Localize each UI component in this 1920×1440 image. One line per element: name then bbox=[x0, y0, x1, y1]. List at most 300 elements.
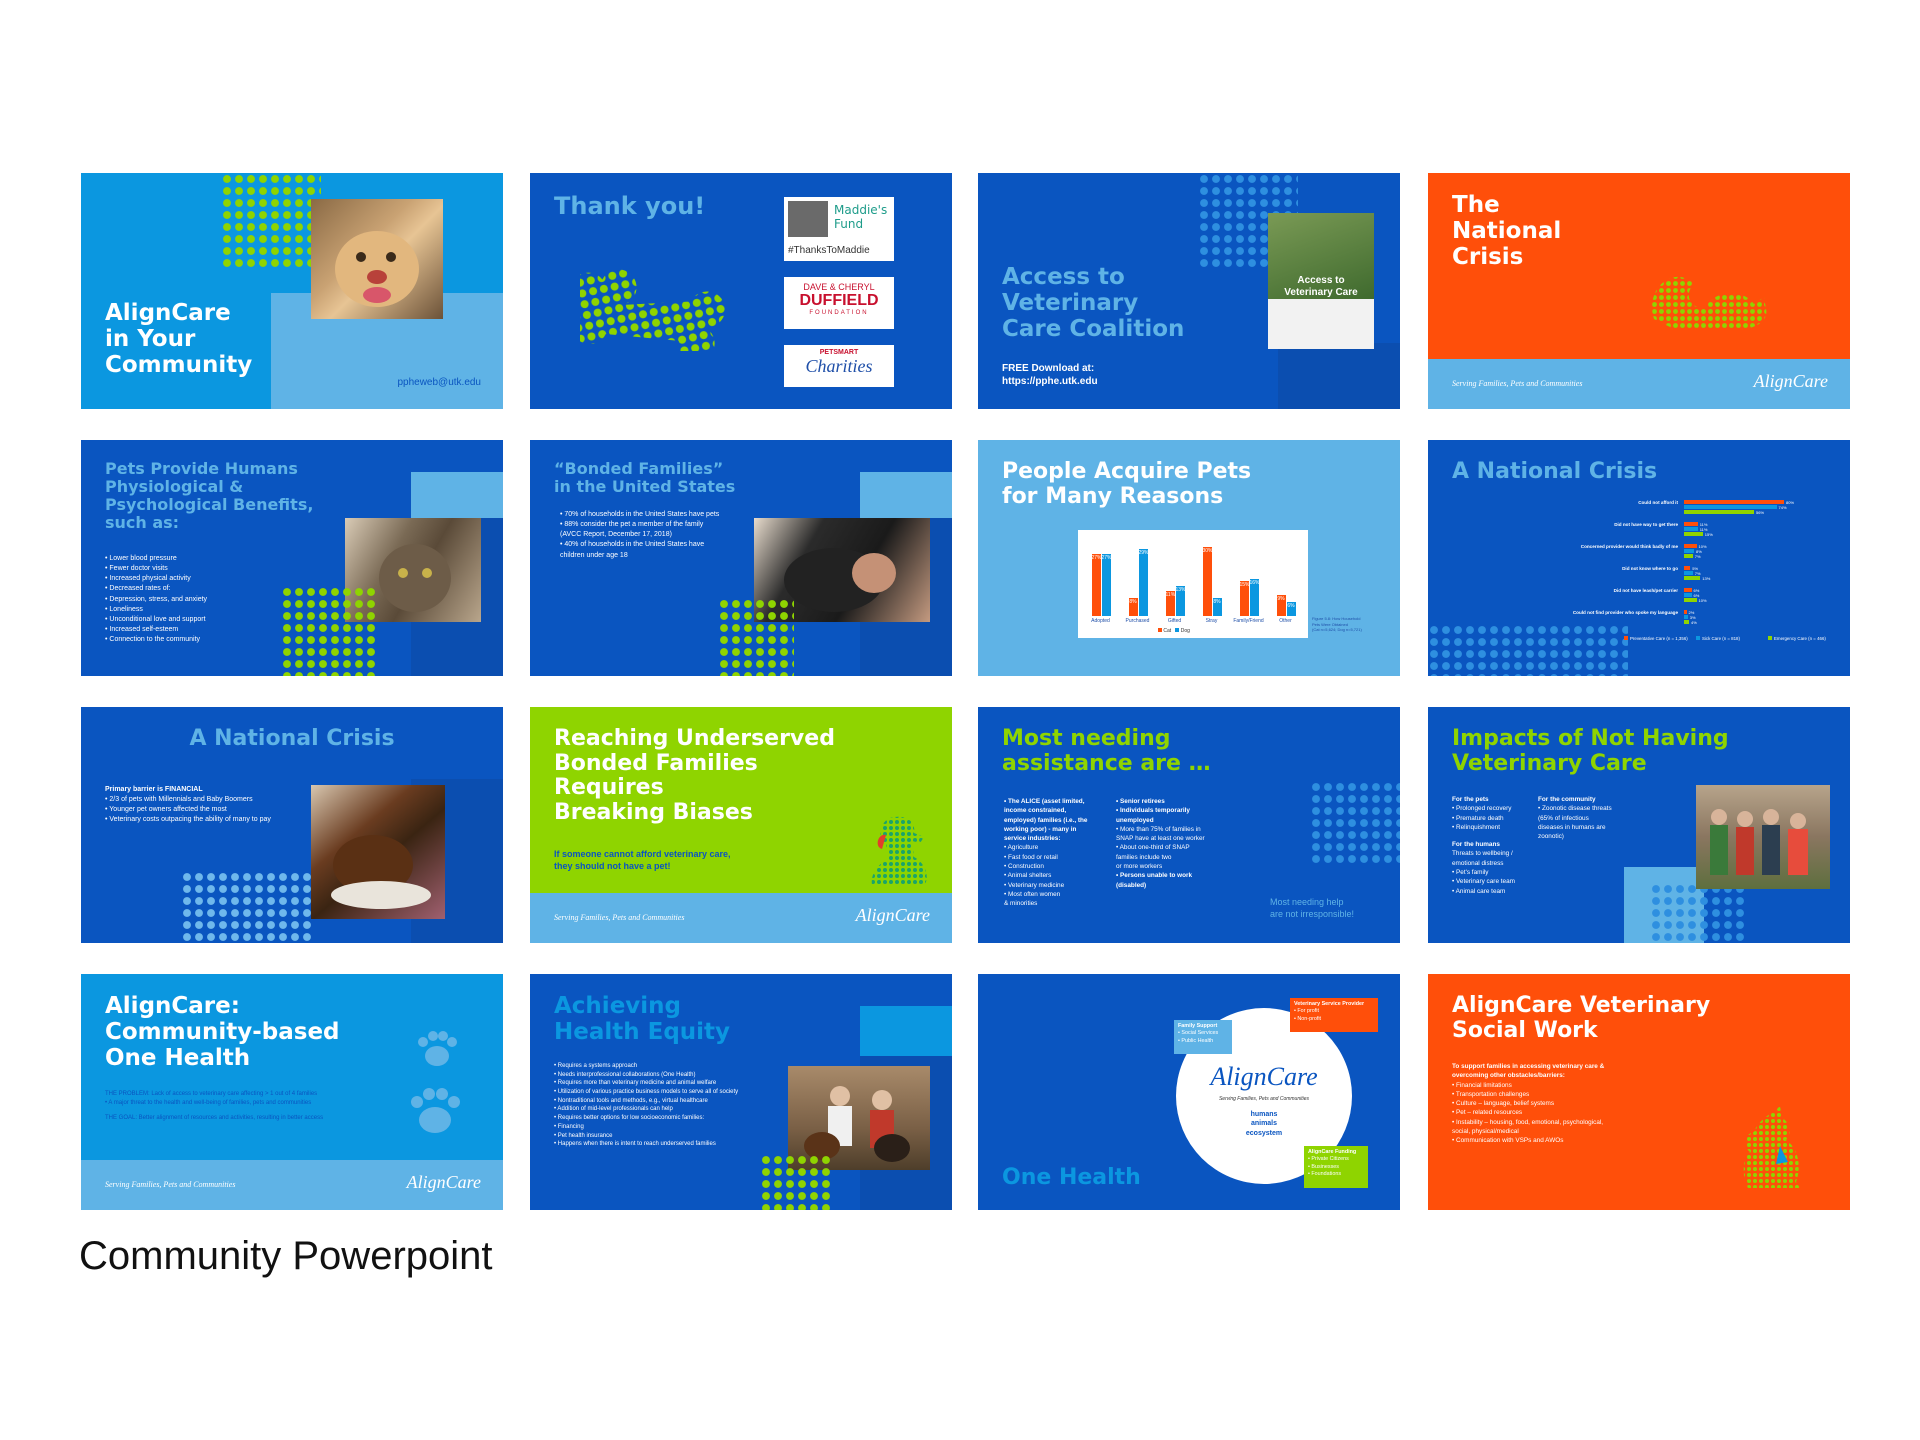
column-left bbox=[1004, 797, 1087, 908]
chart-note bbox=[1312, 616, 1362, 633]
list-item: • Connection to the community bbox=[105, 636, 201, 644]
title-line: AlignCare bbox=[105, 300, 231, 326]
accent-block bbox=[860, 1006, 952, 1056]
slide-title bbox=[1002, 727, 1211, 776]
title-line: Most needing bbox=[1002, 726, 1171, 751]
title-line: Veterinary Care bbox=[1452, 750, 1647, 776]
list-item: zoonotic) bbox=[1538, 833, 1564, 841]
report-cover bbox=[1268, 213, 1374, 349]
chart-bar bbox=[1684, 532, 1703, 536]
box-item: • Businesses bbox=[1308, 1163, 1339, 1170]
subtitle-line: they should not have a pet! bbox=[554, 860, 671, 871]
chart-data-label: 4% bbox=[1691, 619, 1697, 625]
contact-email[interactable]: ppheweb@utk.edu bbox=[397, 377, 481, 388]
slide-title bbox=[554, 460, 735, 496]
slide-the-national-crisis[interactable] bbox=[1428, 173, 1850, 409]
box-title: Veterinary Service Provider bbox=[1294, 1001, 1365, 1007]
eco-item: ecosystem bbox=[1245, 1129, 1283, 1137]
footer-tagline: Serving Families, Pets and Communities bbox=[1452, 379, 1583, 388]
eco-item: animals bbox=[1250, 1120, 1278, 1128]
slide-impacts-of-not-having-care[interactable] bbox=[1428, 707, 1850, 943]
list-item: • Requires more than veterinary medicine and animal welfare bbox=[554, 1080, 717, 1087]
logo-text: Maddie's bbox=[834, 203, 888, 217]
chart-data-label: 27% bbox=[1091, 554, 1102, 561]
column-right bbox=[1538, 795, 1612, 841]
title-line: in the United States bbox=[554, 476, 736, 496]
cover-title: Veterinary Care bbox=[1284, 287, 1358, 298]
list-item: or more workers bbox=[1116, 862, 1163, 870]
chart-bar bbox=[1102, 554, 1111, 616]
list-item: • Most often women bbox=[1004, 890, 1061, 898]
list-item: • Communication with VSPs and AWOs bbox=[1452, 1137, 1564, 1145]
chart-data-label: 8% bbox=[1696, 548, 1702, 554]
slide-veterinary-social-work[interactable] bbox=[1428, 974, 1850, 1210]
acquisition-bar-chart bbox=[1078, 530, 1308, 638]
dot-pattern bbox=[1310, 781, 1400, 865]
title-line: Access to bbox=[1002, 264, 1125, 290]
box-item: • For profit bbox=[1294, 1008, 1319, 1015]
title-line: AlignCare: bbox=[105, 993, 240, 1019]
list-item: • 70% of households in the United States have pets bbox=[560, 511, 720, 518]
social-work-list bbox=[1452, 1062, 1604, 1146]
logo-text: Fund bbox=[834, 217, 864, 231]
chart-bar bbox=[1139, 549, 1148, 616]
family-support-box bbox=[1174, 1020, 1232, 1054]
chart-row-label: Did not have way to get there bbox=[1614, 522, 1678, 527]
slide-footer bbox=[530, 893, 952, 943]
slide-aligncare-in-your-community[interactable] bbox=[81, 173, 503, 409]
title-line: Community-based bbox=[105, 1018, 340, 1045]
slide-footer bbox=[81, 1160, 503, 1210]
logo-text: FOUNDATION bbox=[809, 310, 869, 316]
list-item: • Animal care team bbox=[1452, 887, 1506, 895]
list-item: To support families in accessing veterinary care & bbox=[1452, 1063, 1605, 1070]
chart-data-label: 11% bbox=[1699, 521, 1708, 527]
list-item: • 2/3 of pets with Millennials and Baby Boomers bbox=[105, 796, 253, 804]
title-line: AlignCare Veterinary bbox=[1452, 993, 1711, 1018]
title-line: Physiological & bbox=[105, 476, 244, 496]
logo-text: Charities bbox=[805, 356, 873, 376]
barrier-bar-chart bbox=[1568, 500, 1848, 660]
title-line: Breaking Biases bbox=[554, 799, 753, 825]
group-photo bbox=[1696, 785, 1830, 889]
slide-title bbox=[554, 994, 730, 1046]
list-item: • Culture – language, belief systems bbox=[1452, 1100, 1555, 1108]
slide-pets-provide-benefits[interactable] bbox=[81, 440, 503, 676]
dot-pattern bbox=[1650, 883, 1746, 943]
slide-title bbox=[105, 994, 340, 1071]
chart-row-label: Did not know where to go bbox=[1622, 566, 1678, 571]
chart-tick-label: Stray bbox=[1205, 618, 1218, 624]
title-line: Health Equity bbox=[554, 1018, 731, 1045]
chart-bar bbox=[1684, 554, 1693, 558]
chart-data-label: 6% bbox=[1693, 592, 1700, 598]
legend-swatch-dog bbox=[1175, 628, 1179, 632]
slide-title bbox=[1452, 727, 1729, 776]
list-item: SNAP have at least one worker bbox=[1116, 835, 1205, 843]
aligncare-logo: AlignCare bbox=[1210, 1062, 1318, 1091]
legend-swatch-cat bbox=[1158, 628, 1162, 632]
problem-goal-text bbox=[105, 1090, 323, 1123]
slide-title: One Health bbox=[1002, 1165, 1141, 1190]
accent-block bbox=[411, 472, 503, 518]
note-line: Figure 5.8: How Household bbox=[1312, 616, 1361, 621]
chart-data-label: 8% bbox=[1129, 598, 1137, 605]
title-line: such as: bbox=[105, 512, 180, 532]
list-item: • Pet health insurance bbox=[554, 1132, 613, 1139]
slide-people-acquire-pets[interactable] bbox=[978, 440, 1400, 676]
list-item: • 40% of households in the United States have bbox=[560, 541, 705, 549]
slide-title bbox=[1002, 265, 1184, 342]
slide-title bbox=[1452, 994, 1710, 1043]
legend-label: Preventative Care (n = 1,356) bbox=[1630, 636, 1688, 641]
title-line: Achieving bbox=[554, 993, 682, 1019]
benefits-list bbox=[105, 554, 207, 645]
list-item: employed) families (i.e., the bbox=[1004, 816, 1088, 824]
chart-bar bbox=[1684, 610, 1687, 614]
dot-pattern bbox=[718, 598, 794, 676]
note-line: are not irresponsible! bbox=[1270, 908, 1355, 919]
title-line: Requires bbox=[554, 775, 664, 801]
box-item: • Foundations bbox=[1308, 1170, 1342, 1177]
chart-bar bbox=[1684, 593, 1692, 597]
title-line: Reaching Underserved bbox=[554, 726, 835, 751]
list-item: (AVCC Report, December 17, 2018) bbox=[560, 531, 672, 539]
chart-bar bbox=[1203, 547, 1212, 616]
chart-data-label: 6% bbox=[1287, 603, 1295, 610]
list-item: • Zoonotic disease threats bbox=[1538, 805, 1612, 813]
slide-title bbox=[1452, 193, 1561, 270]
circle-tagline: Serving Families, Pets and Communities bbox=[1218, 1096, 1310, 1102]
list-item: • Pet's family bbox=[1452, 868, 1489, 876]
chart-bar bbox=[1684, 510, 1754, 514]
list-item: • Fast food or retail bbox=[1004, 853, 1058, 861]
title-line: The bbox=[1452, 192, 1500, 218]
list-item: social, physical/medical bbox=[1452, 1127, 1519, 1135]
legend-label: Dog bbox=[1180, 628, 1190, 634]
column-left bbox=[1452, 795, 1515, 896]
title-line: Impacts of Not Having bbox=[1452, 726, 1729, 751]
list-item: unemployed bbox=[1116, 816, 1154, 824]
problem-text: THE PROBLEM: Lack of access to veterinary care affecting > 1 out of 4 families bbox=[105, 1091, 318, 1097]
box-item: • Social Services bbox=[1178, 1030, 1219, 1037]
subtitle-line: If someone cannot afford veterinary care, bbox=[554, 849, 731, 859]
title-line: National bbox=[1452, 217, 1562, 244]
slide-most-needing-assistance[interactable] bbox=[978, 707, 1400, 943]
list-item: • Decreased rates of: bbox=[105, 585, 171, 593]
ecosystem-list bbox=[1176, 1110, 1352, 1138]
chart-legend-item bbox=[1624, 636, 1688, 641]
dot-pattern bbox=[760, 1154, 830, 1210]
accent-block bbox=[860, 472, 952, 518]
list-item: • Veterinary medicine bbox=[1004, 881, 1065, 889]
chart-bar bbox=[1684, 505, 1777, 509]
chart-data-label: 7% bbox=[1694, 570, 1701, 576]
note-line: Most needing help bbox=[1270, 897, 1344, 907]
goal-text: THE GOAL: Better alignment of resources and activities, resulting in better access bbox=[105, 1115, 324, 1121]
chart-data-label: 13% bbox=[1175, 586, 1186, 593]
title-line: for Many Reasons bbox=[1002, 483, 1224, 509]
legend-label: Emergency Care (n = 466) bbox=[1774, 636, 1826, 641]
chart-data-label: 56% bbox=[1756, 509, 1765, 515]
footer-tagline: Serving Families, Pets and Communities bbox=[105, 1180, 236, 1189]
bone-icon bbox=[580, 251, 730, 351]
column-right bbox=[1116, 797, 1205, 890]
chart-bar bbox=[1684, 620, 1689, 624]
list-item: (65% of infectious bbox=[1538, 814, 1589, 822]
list-item: For the community bbox=[1538, 796, 1596, 803]
list-item: • Persons unable to work bbox=[1116, 872, 1193, 880]
chart-tick-label: Other bbox=[1279, 618, 1292, 624]
chart-bar bbox=[1684, 615, 1688, 619]
chart-data-label: 10% bbox=[1698, 597, 1707, 603]
box-title: Family Support bbox=[1178, 1023, 1218, 1029]
title-line: Psychological Benefits, bbox=[105, 494, 314, 514]
legend-swatch bbox=[1624, 636, 1628, 640]
chart-data-label: 3% bbox=[1689, 614, 1696, 620]
chart-data-label: 27% bbox=[1101, 554, 1112, 561]
box-item: • Non-profit bbox=[1294, 1015, 1322, 1022]
list-item: • Agriculture bbox=[1004, 844, 1039, 852]
chart-bar bbox=[1684, 522, 1698, 526]
chart-bar bbox=[1684, 598, 1697, 602]
slide-national-crisis-financial[interactable] bbox=[81, 707, 503, 943]
logo-hashtag: #ThanksToMaddie bbox=[788, 245, 870, 256]
paw-prints-icon bbox=[401, 1028, 471, 1148]
list-item: • About one-third of SNAP bbox=[1116, 844, 1190, 852]
slide-community-based-one-health[interactable] bbox=[81, 974, 503, 1210]
chart-tick-label: Family/Friend bbox=[1233, 618, 1264, 624]
chart-bar bbox=[1684, 566, 1690, 570]
list-item: • Construction bbox=[1004, 862, 1044, 870]
dog-icon bbox=[311, 199, 443, 319]
chart-data-label: 74% bbox=[1778, 504, 1787, 510]
title-line: People Acquire Pets bbox=[1002, 459, 1252, 484]
list-item: • Addition of mid-level professionals can help bbox=[554, 1106, 673, 1113]
chart-bar bbox=[1684, 500, 1784, 504]
note-line: Pets Were Obtained bbox=[1312, 621, 1348, 627]
footer-tagline: Serving Families, Pets and Communities bbox=[554, 913, 685, 922]
chart-row-label: Did not have leash/pet carrier bbox=[1613, 588, 1678, 593]
list-item: • Veterinary costs outpacing the ability of many to pay bbox=[105, 816, 271, 824]
accent-block bbox=[1278, 343, 1400, 409]
problem-detail: • A major threat to the health and well-being of families, pets and communities bbox=[105, 1100, 312, 1106]
chart-row-label: Could not afford it bbox=[1638, 500, 1678, 505]
list-item: income constrained, bbox=[1004, 807, 1067, 815]
financial-list bbox=[105, 785, 271, 826]
chart-bar bbox=[1684, 549, 1694, 553]
cover-title: Access to bbox=[1297, 275, 1345, 286]
list-item: • Prolonged recovery bbox=[1452, 805, 1512, 813]
eco-item: humans bbox=[1250, 1111, 1278, 1118]
list-item: • Requires a systems approach bbox=[554, 1063, 638, 1069]
list-item: • Increased physical activity bbox=[105, 575, 191, 583]
chart-tick-label: Adopted bbox=[1091, 618, 1110, 624]
chart-bar bbox=[1684, 588, 1692, 592]
box-item: • Public Health bbox=[1178, 1037, 1214, 1044]
title-line: Crisis bbox=[1452, 243, 1524, 270]
list-item: • Premature death bbox=[1452, 814, 1504, 822]
note-line: (Cat n=5,624; Dog n=5,721) bbox=[1312, 627, 1362, 633]
title-line: Social Work bbox=[1452, 1017, 1598, 1043]
chart-x-axis bbox=[1082, 618, 1304, 628]
logo-text: DUFFIELD bbox=[799, 292, 879, 309]
list-item: • Lower blood pressure bbox=[105, 555, 177, 562]
slide-achieving-health-equity[interactable] bbox=[530, 974, 952, 1210]
list-item: working poor) - many in bbox=[1004, 825, 1077, 833]
download-label: FREE Download at: bbox=[1002, 363, 1095, 374]
list-item: • Financial limitations bbox=[1452, 1081, 1512, 1089]
slide-a-national-crisis-chart[interactable] bbox=[1428, 440, 1850, 676]
list-item: • Animal shelters bbox=[1004, 872, 1052, 880]
title-line: Care Coalition bbox=[1002, 315, 1185, 342]
list-item: • Instability – housing, food, emotional, psychological, bbox=[1452, 1118, 1604, 1126]
list-item: • Individuals temporarily bbox=[1116, 807, 1190, 815]
title-line: “Bonded Families” bbox=[554, 459, 724, 478]
chart-data-label: 6% bbox=[1693, 587, 1700, 593]
chart-bar bbox=[1092, 554, 1101, 616]
list-item: • 88% consider the pet a member of the family bbox=[560, 521, 704, 529]
chart-plot-area bbox=[1082, 536, 1304, 616]
provider-box bbox=[1290, 998, 1378, 1032]
list-item: diseases in humans are bbox=[1538, 823, 1606, 831]
dog-photo bbox=[311, 199, 443, 319]
title-line: in Your bbox=[105, 325, 196, 352]
list-item: • Increased self-esteem bbox=[105, 625, 179, 633]
slide-subtitle bbox=[554, 849, 731, 872]
chart-data-label: 7% bbox=[1694, 553, 1701, 559]
list-item: • Requires better options for low socioeconomic families: bbox=[554, 1115, 705, 1122]
list-item: • Veterinary care team bbox=[1452, 878, 1515, 886]
list-item: • Financing bbox=[554, 1123, 584, 1130]
page-caption: Community Powerpoint bbox=[79, 1234, 493, 1278]
petsmart-charities-logo bbox=[784, 345, 894, 387]
aligncare-logo: AlignCare bbox=[406, 1172, 481, 1192]
list-item: • Depression, stress, and anxiety bbox=[105, 595, 208, 603]
slide-reaching-underserved[interactable] bbox=[530, 707, 952, 943]
dot-pattern bbox=[281, 586, 377, 676]
list-item: emotional distress bbox=[1452, 859, 1504, 867]
title-line: Veterinary bbox=[1002, 289, 1139, 316]
list-item: • Fewer doctor visits bbox=[105, 565, 168, 573]
download-url[interactable]: https://pphe.utk.edu bbox=[1002, 376, 1098, 387]
list-item: For the pets bbox=[1452, 796, 1489, 803]
dog-sitting-icon bbox=[864, 813, 934, 887]
facts-list bbox=[560, 510, 719, 561]
slide-bonded-families[interactable] bbox=[530, 440, 952, 676]
chart-data-label: 11% bbox=[1699, 526, 1708, 532]
list-item: Threats to wellbeing / bbox=[1452, 850, 1513, 858]
title-line: Pets Provide Humans bbox=[105, 459, 298, 478]
list-item: • Pet – related resources bbox=[1452, 1109, 1523, 1117]
list-item: • Loneliness bbox=[105, 605, 143, 613]
list-item: • Utilization of various practice business models to serve all of society bbox=[554, 1089, 739, 1096]
list-item: For the humans bbox=[1452, 841, 1500, 849]
slide-thank-you[interactable] bbox=[530, 173, 952, 409]
callout-note bbox=[1270, 897, 1354, 920]
people-icon bbox=[1696, 785, 1830, 889]
slide-title: A National Crisis bbox=[1452, 459, 1658, 484]
chart-tick-label: Gifted bbox=[1167, 618, 1182, 624]
list-item: • More than 75% of families in bbox=[1116, 825, 1201, 833]
chart-data-label: 15% bbox=[1704, 531, 1713, 537]
dot-pattern bbox=[221, 173, 321, 268]
box-item: • Private Citizens bbox=[1308, 1156, 1349, 1163]
chart-data-label: 16% bbox=[1249, 580, 1260, 586]
equity-list bbox=[554, 1062, 738, 1149]
chart-row-label: Could not find provider who spoke my language bbox=[1572, 610, 1678, 615]
slide-title bbox=[554, 727, 835, 826]
chart-legend bbox=[1158, 628, 1190, 634]
chart-data-label: 30% bbox=[1202, 547, 1213, 554]
list-item: • Happens when there is intent to reach underserved families bbox=[554, 1141, 716, 1148]
dachshund-photo bbox=[311, 785, 445, 919]
chart-row-label: Concerned provider would think badly of me bbox=[1580, 544, 1678, 549]
slide-title bbox=[105, 301, 252, 378]
slide-access-to-veterinary-care[interactable] bbox=[978, 173, 1400, 409]
logo-text: DAVE & CHERYL bbox=[803, 282, 875, 292]
list-item: & minorities bbox=[1004, 900, 1038, 908]
dot-pattern bbox=[181, 871, 313, 943]
chart-legend-item bbox=[1768, 636, 1826, 641]
chart-data-label: 80% bbox=[1786, 499, 1795, 505]
list-item bbox=[1452, 832, 1515, 840]
chart-bar bbox=[1684, 571, 1693, 575]
chart-bar bbox=[1684, 527, 1698, 531]
legend-label: Sick Care (n = 818) bbox=[1702, 636, 1740, 641]
dog-icon bbox=[311, 785, 445, 919]
logo-text: PETSMART bbox=[819, 349, 859, 356]
slide-title bbox=[105, 460, 313, 532]
chart-data-label: 5% bbox=[1692, 565, 1699, 571]
chart-legend-item bbox=[1696, 636, 1740, 641]
list-item: • Needs interprofessional collaborations (One Health) bbox=[554, 1071, 696, 1078]
chart-data-label: 11% bbox=[1165, 591, 1176, 598]
legend-label: Cat bbox=[1163, 628, 1172, 634]
aligncare-logo: AlignCare bbox=[1753, 371, 1828, 391]
aligncare-logo: AlignCare bbox=[855, 905, 930, 925]
chart-data-label: 15% bbox=[1239, 582, 1250, 589]
list-item: • Relinquishment bbox=[1452, 823, 1501, 831]
chart-bar bbox=[1684, 544, 1697, 548]
chart-data-label: 8% bbox=[1213, 598, 1221, 605]
title-line: One Health bbox=[105, 1044, 251, 1071]
slide-one-health[interactable] bbox=[978, 974, 1400, 1210]
list-item: children under age 18 bbox=[560, 551, 628, 559]
chart-bar bbox=[1684, 576, 1700, 580]
list-item: Primary barrier is FINANCIAL bbox=[105, 786, 203, 793]
slide-title: Thank you! bbox=[554, 192, 706, 220]
title-line: Community bbox=[105, 351, 253, 378]
list-item: • Transportation challenges bbox=[1452, 1090, 1530, 1098]
chart-data-label: 29% bbox=[1138, 549, 1149, 556]
slide-footer bbox=[1428, 359, 1850, 409]
squirrel-icon bbox=[1644, 259, 1774, 339]
title-line: assistance are … bbox=[1002, 750, 1211, 776]
legend-swatch bbox=[1768, 636, 1772, 640]
title-line: Bonded Families bbox=[554, 750, 758, 776]
chart-tick-label: Purchased bbox=[1125, 618, 1150, 624]
list-item: (disabled) bbox=[1116, 881, 1147, 889]
chart-data-label: 13% bbox=[1702, 575, 1711, 581]
list-item: • Unconditional love and support bbox=[105, 615, 206, 623]
list-item: service industries: bbox=[1004, 835, 1061, 843]
funding-box bbox=[1304, 1146, 1368, 1188]
slide-title: A National Crisis bbox=[189, 726, 395, 751]
chart-data-label: 10% bbox=[1698, 543, 1707, 549]
list-item: • Senior retirees bbox=[1116, 798, 1165, 805]
list-item: • Nontraditional tools and methods, e.g., virtual healthcare bbox=[554, 1097, 708, 1104]
